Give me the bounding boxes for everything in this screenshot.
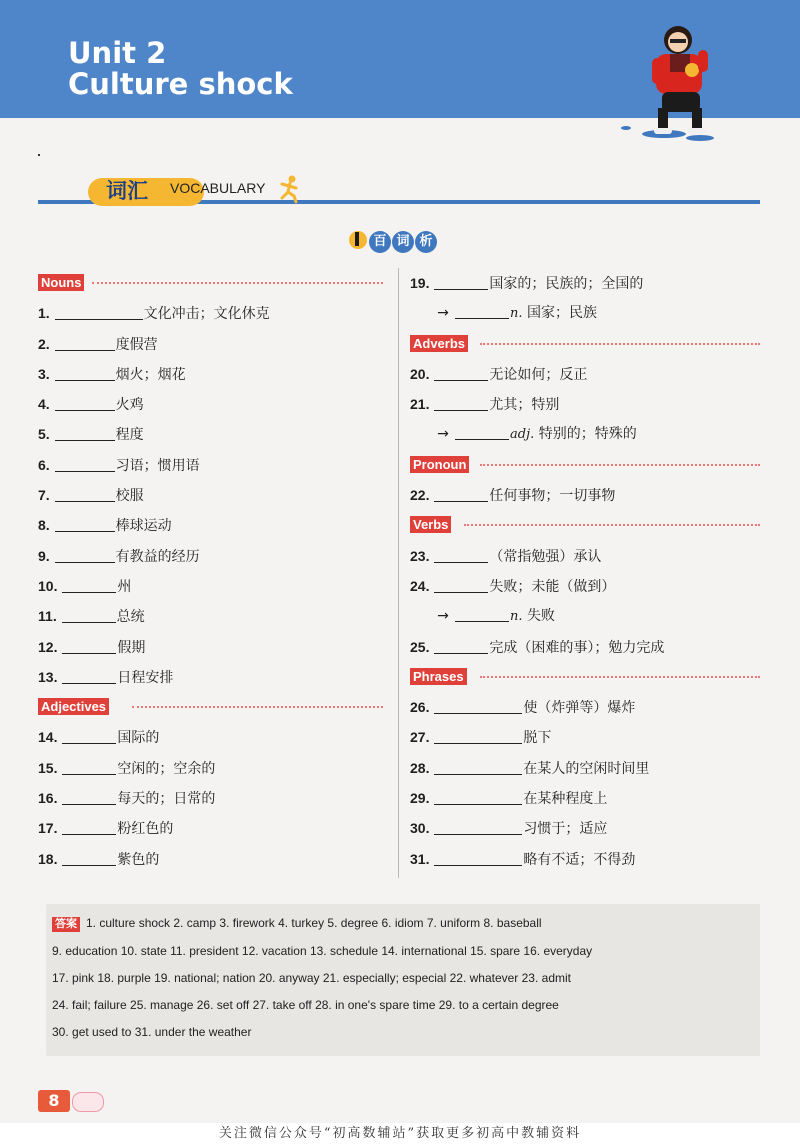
item-number-dot: . — [45, 517, 54, 534]
answer-blank[interactable] — [62, 576, 116, 593]
derived-item — [410, 419, 760, 449]
category-tag: Nouns — [38, 274, 84, 291]
category-tag: Adverbs — [410, 335, 468, 352]
answer-blank[interactable] — [434, 394, 488, 411]
item-number: 20 — [410, 365, 426, 382]
answer-blank[interactable] — [62, 606, 116, 623]
item-number: 10 — [38, 577, 54, 594]
item-number-dot: . — [45, 396, 54, 413]
answer-blank[interactable] — [434, 697, 522, 714]
derived-item — [410, 298, 760, 328]
vocabulary-item — [410, 722, 760, 752]
item-meaning: 空闲的；空余的 — [117, 760, 216, 777]
item-meaning: 粉红色的 — [117, 821, 174, 838]
item-meaning: 国家；民族 — [526, 305, 597, 322]
stray-dot — [38, 154, 40, 156]
answer-blank[interactable] — [62, 727, 116, 744]
item-meaning: 假期 — [117, 639, 146, 656]
category-rule — [132, 706, 383, 708]
item-number: 13 — [38, 668, 54, 685]
item-number: 27 — [410, 729, 426, 746]
vocabulary-item — [38, 571, 383, 601]
answer-line: 30. get used to 31. under the weather — [52, 1025, 252, 1039]
column-divider — [398, 268, 399, 878]
vocabulary-en-title: VOCABULARY — [170, 180, 266, 196]
item-meaning: 每天的；日常的 — [117, 791, 216, 808]
vocabulary-item — [410, 268, 760, 298]
item-number-dot: . — [45, 305, 54, 322]
mascot-icon — [348, 228, 368, 252]
category-row — [410, 662, 760, 692]
item-meaning: 无论如何；反正 — [489, 366, 588, 383]
arrow-icon: → — [437, 305, 449, 322]
vocabulary-item — [38, 783, 383, 813]
item-meaning: 国际的 — [117, 730, 160, 747]
item-meaning: 尤其；特别 — [489, 397, 560, 414]
answer-blank[interactable] — [62, 849, 116, 866]
item-number: 31 — [410, 850, 426, 867]
item-meaning: 失败；未能（做到） — [489, 578, 616, 595]
answer-line — [52, 916, 542, 932]
answer-blank[interactable] — [62, 818, 116, 835]
item-meaning: 程度 — [115, 427, 144, 444]
answer-blank[interactable] — [434, 849, 522, 866]
item-number-dot: . — [425, 275, 434, 291]
item-number-dot: . — [425, 638, 434, 655]
item-meaning: （常指勉强）承认 — [489, 548, 602, 565]
girl-illustration — [612, 14, 742, 144]
item-number: 9 — [38, 547, 46, 564]
vocabulary-item — [410, 480, 760, 510]
vocabulary-item — [410, 632, 760, 662]
vocabulary-item — [38, 844, 383, 874]
item-number: 29 — [410, 790, 426, 807]
category-row — [410, 510, 760, 540]
item-number-dot: . — [425, 577, 434, 594]
item-number: 15 — [38, 759, 54, 776]
vocabulary-item — [38, 813, 383, 843]
page-number: 8 — [38, 1090, 70, 1112]
item-meaning: 习语；惯用语 — [115, 457, 200, 474]
vocabulary-item — [38, 753, 383, 783]
answer-line: 17. pink 18. purple 19. national; nation 20. anyway 21. especially; especial 22. whatever 23. admit — [52, 971, 571, 985]
item-number-dot: . — [425, 790, 434, 807]
item-meaning: 州 — [117, 578, 132, 595]
item-number-dot: . — [45, 335, 54, 352]
item-number-dot: . — [425, 729, 434, 746]
vocabulary-item — [410, 753, 760, 783]
item-number: 25 — [410, 638, 426, 655]
vocabulary-item — [410, 359, 760, 389]
badge-char-3: 析 — [415, 231, 437, 253]
item-number-dot: . — [425, 365, 434, 382]
vocabulary-item — [38, 541, 383, 571]
unit-name: Culture shock — [68, 67, 293, 101]
item-number: 7 — [38, 487, 46, 504]
answer-blank[interactable] — [55, 485, 115, 502]
answer-blank[interactable] — [62, 667, 116, 684]
unit-title — [68, 38, 293, 100]
badge-char-1: 百 — [369, 231, 391, 253]
item-meaning: 日程安排 — [117, 669, 174, 686]
item-meaning: 特别的；特殊的 — [538, 426, 637, 443]
item-number: 21 — [410, 396, 426, 413]
category-rule — [464, 524, 760, 526]
category-rule — [480, 343, 760, 345]
item-number: 19 — [410, 275, 426, 291]
vocabulary-header — [38, 174, 760, 210]
item-number-dot: . — [425, 759, 434, 776]
answer-blank[interactable] — [434, 546, 488, 563]
answer-blank[interactable] — [62, 637, 116, 654]
item-meaning: 脱下 — [523, 730, 552, 747]
answer-blank[interactable] — [455, 423, 509, 440]
item-number: 2 — [38, 335, 46, 352]
answer-blank[interactable] — [55, 364, 115, 381]
item-meaning: 火鸡 — [115, 397, 144, 414]
vocabulary-cn-title: 词汇 — [106, 179, 148, 203]
item-number-dot: . — [53, 790, 62, 807]
item-meaning: 完成（困难的事）；勉力完成 — [489, 639, 665, 656]
answer-text: 1. culture shock 2. camp 3. firework 4. turkey 5. degree 6. idiom 7. uniform 8. baseball — [86, 916, 542, 930]
item-meaning: 紫色的 — [117, 851, 160, 868]
item-number-dot: . — [45, 487, 54, 504]
item-number: 17 — [38, 820, 54, 837]
answer-blank[interactable] — [455, 302, 509, 319]
answer-blank[interactable] — [55, 334, 115, 351]
item-number-dot: . — [425, 487, 434, 504]
category-rule — [480, 676, 760, 678]
answer-blank[interactable] — [434, 727, 522, 744]
item-number-dot: . — [45, 365, 54, 382]
item-number: 14 — [38, 729, 54, 746]
answer-blank[interactable] — [62, 788, 116, 805]
answer-blank[interactable] — [434, 788, 522, 805]
answer-blank[interactable] — [55, 515, 115, 532]
logo-icon — [72, 1092, 104, 1112]
arrow-icon: → — [437, 426, 449, 443]
item-number-dot: . — [425, 820, 434, 837]
derived-item — [410, 601, 760, 631]
category-tag: Verbs — [410, 516, 451, 533]
item-meaning: 度假营 — [115, 336, 158, 353]
item-meaning: 文化冲击；文化休克 — [143, 306, 270, 323]
item-number-dot: . — [53, 820, 62, 837]
footer-note: 关注微信公众号“初高数辅站”获取更多初高中教辅资料 — [0, 1123, 800, 1144]
badge-char-2: 词 — [392, 231, 414, 253]
item-number-dot: . — [53, 638, 62, 655]
vocabulary-item — [410, 541, 760, 571]
vocabulary-item — [38, 480, 383, 510]
answer-blank[interactable] — [434, 364, 488, 381]
answer-box — [46, 904, 760, 1056]
answer-blank[interactable] — [455, 605, 509, 622]
unit-number: Unit 2 — [68, 36, 167, 70]
item-meaning: 在某人的空闲时间里 — [523, 760, 650, 777]
vocabulary-list-left — [38, 268, 383, 874]
vocabulary-list-right — [410, 268, 760, 874]
part-of-speech: n. — [510, 306, 523, 322]
item-number-dot: . — [425, 850, 434, 867]
vocabulary-item — [410, 692, 760, 722]
answer-blank[interactable] — [434, 576, 488, 593]
item-number: 23 — [410, 547, 426, 564]
vocabulary-item — [38, 359, 383, 389]
vocabulary-item — [410, 844, 760, 874]
answer-blank[interactable] — [434, 485, 488, 502]
item-number-dot: . — [425, 547, 434, 564]
item-number-dot: . — [45, 547, 54, 564]
vocabulary-item — [410, 783, 760, 813]
category-row — [410, 329, 760, 359]
category-rule — [92, 282, 383, 284]
answer-blank[interactable] — [55, 394, 115, 411]
item-number: 1 — [38, 305, 46, 322]
item-meaning: 略有不适；不得劲 — [523, 851, 636, 868]
item-number-dot: . — [53, 850, 62, 867]
vocabulary-item — [38, 419, 383, 449]
item-meaning: 国家的；民族的；全国的 — [489, 276, 644, 292]
item-meaning: 烟火；烟花 — [115, 366, 186, 383]
category-rule — [480, 464, 760, 466]
item-number: 6 — [38, 456, 46, 473]
item-meaning: 使（炸弹等）爆炸 — [523, 700, 636, 717]
answer-blank[interactable] — [55, 455, 115, 472]
vocabulary-item — [38, 662, 383, 692]
answer-blank[interactable] — [55, 546, 115, 563]
item-number-dot: . — [45, 426, 54, 443]
item-number: 18 — [38, 850, 54, 867]
item-number: 5 — [38, 426, 46, 443]
answer-line: 24. fail; failure 25. manage 26. set off 27. take off 28. in one's spare time 29. to a certain degree — [52, 998, 559, 1012]
category-tag: Phrases — [410, 668, 467, 685]
item-number-dot: . — [53, 577, 62, 594]
category-row — [38, 268, 383, 298]
vocabulary-item — [38, 329, 383, 359]
item-number-dot: . — [425, 396, 434, 413]
vocabulary-item — [38, 601, 383, 631]
vocabulary-item — [38, 389, 383, 419]
item-number: 22 — [410, 487, 426, 504]
item-number-dot: . — [425, 699, 434, 716]
item-number: 16 — [38, 790, 54, 807]
category-row — [410, 450, 760, 480]
runner-icon — [278, 174, 302, 204]
item-number: 24 — [410, 577, 426, 594]
category-tag: Pronoun — [410, 456, 469, 473]
item-number: 12 — [38, 638, 54, 655]
item-meaning: 在某种程度上 — [523, 791, 608, 808]
item-number-dot: . — [52, 608, 61, 625]
answer-blank[interactable] — [434, 637, 488, 654]
category-tag: Adjectives — [38, 698, 109, 715]
item-number-dot: . — [53, 668, 62, 685]
answer-blank[interactable] — [62, 758, 116, 775]
item-number: 28 — [410, 759, 426, 776]
vocabulary-item — [38, 722, 383, 752]
answer-blank[interactable] — [55, 303, 143, 320]
section-badge — [348, 228, 458, 256]
item-number: 3 — [38, 365, 46, 382]
answer-blank[interactable] — [434, 273, 488, 290]
item-meaning: 任何事物；一切事物 — [489, 488, 616, 505]
item-meaning: 失败 — [526, 608, 555, 625]
category-row — [38, 692, 383, 722]
item-meaning: 棒球运动 — [115, 518, 172, 535]
vocabulary-item — [38, 450, 383, 480]
vocabulary-item — [410, 813, 760, 843]
item-number-dot: . — [53, 729, 62, 746]
vocabulary-item — [38, 298, 383, 328]
answer-tag: 答案 — [52, 917, 80, 932]
answer-line: 9. education 10. state 11. president 12. vacation 13. schedule 14. international 15. spare 16. everyday — [52, 944, 593, 958]
vocabulary-item — [410, 571, 760, 601]
part-of-speech: n. — [510, 609, 523, 625]
answer-blank[interactable] — [55, 424, 115, 441]
vocabulary-item — [38, 510, 383, 540]
arrow-icon: → — [437, 608, 449, 625]
item-number: 30 — [410, 820, 426, 837]
vocabulary-item — [410, 389, 760, 419]
item-number-dot: . — [53, 759, 62, 776]
item-meaning: 总统 — [116, 609, 145, 626]
answer-blank[interactable] — [434, 818, 522, 835]
item-meaning: 习惯于；适应 — [523, 821, 608, 838]
item-number: 4 — [38, 396, 46, 413]
item-number: 11 — [38, 608, 53, 625]
item-number-dot: . — [45, 456, 54, 473]
item-number: 26 — [410, 699, 426, 716]
item-number: 8 — [38, 517, 46, 534]
item-meaning: 校服 — [115, 488, 144, 505]
answer-blank[interactable] — [434, 758, 522, 775]
part-of-speech: adj. — [510, 427, 535, 443]
vocabulary-item — [38, 632, 383, 662]
item-meaning: 有教益的经历 — [115, 548, 200, 565]
